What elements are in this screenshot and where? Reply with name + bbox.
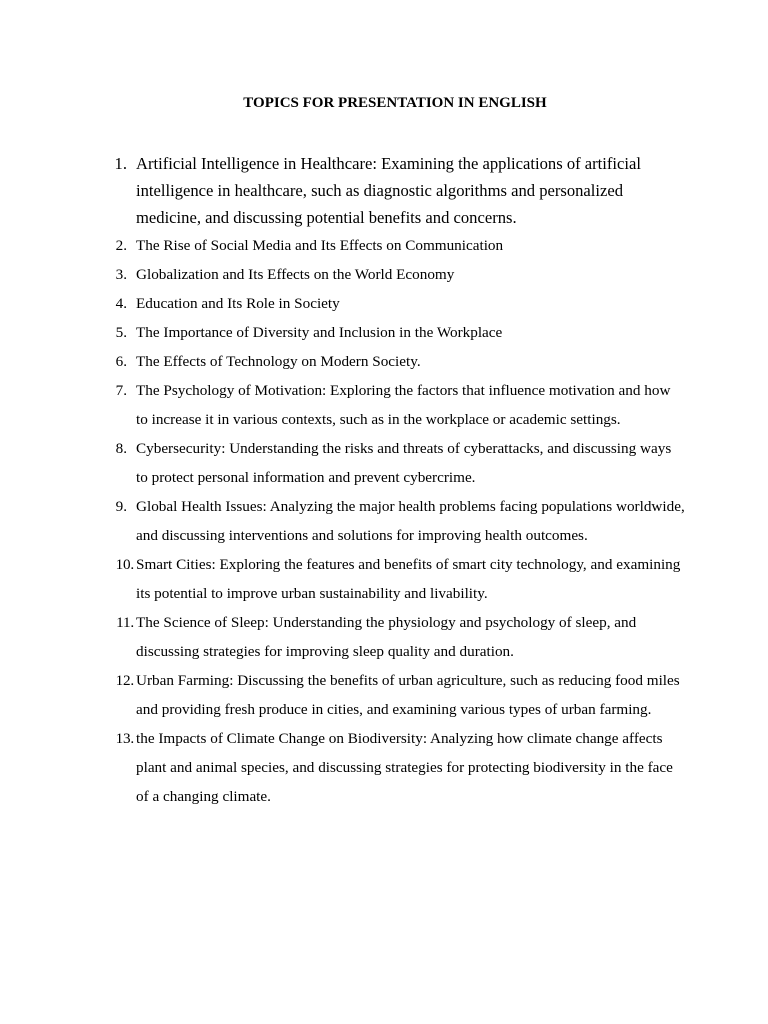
topic-list bbox=[0, 150, 768, 811]
topic-item bbox=[0, 289, 768, 318]
topic-text: Globalization and Its Effects on the World Economy bbox=[136, 266, 455, 283]
topic-number: 12. bbox=[115, 672, 134, 689]
topic-item bbox=[0, 550, 768, 608]
topic-number: 4. bbox=[115, 295, 127, 312]
topic-number: 11. bbox=[116, 614, 134, 631]
topic-item bbox=[0, 347, 768, 376]
topic-text: The Importance of Diversity and Inclusion in the Workplace bbox=[136, 324, 503, 341]
topic-text: The Effects of Technology on Modern Society. bbox=[136, 353, 421, 370]
topic-item bbox=[0, 666, 768, 724]
topic-text: Cybersecurity: Understanding the risks and threats of cyberattacks, and discussing ways to protect personal information and prevent cybercrime. bbox=[136, 440, 672, 486]
topic-text: the Impacts of Climate Change on Biodiversity: Analyzing how climate change affects plant and animal species, and discussing strategies for protecting biodiversity in the face of a changing climate. bbox=[136, 730, 673, 805]
topic-text: Education and Its Role in Society bbox=[136, 295, 340, 312]
topic-text: The Psychology of Motivation: Exploring the factors that influence motivation and how to increase it in various contexts, such as in the workplace or academic settings. bbox=[136, 382, 671, 428]
topic-text: The Science of Sleep: Understanding the physiology and psychology of sleep, and discussing strategies for improving sleep quality and duration. bbox=[136, 614, 637, 660]
topic-text: Smart Cities: Exploring the features and benefits of smart city technology, and examining its potential to improve urban sustainability and livability. bbox=[136, 556, 681, 602]
topic-text: Artificial Intelligence in Healthcare: Examining the applications of artificial intelligence in healthcare, such as diagnostic algorithms and personalized medicine, and discussing potential benefits and concerns. bbox=[136, 154, 641, 227]
topic-text: Urban Farming: Discussing the benefits of urban agriculture, such as reducing food miles and providing fresh produce in cities, and examining various types of urban farming. bbox=[136, 672, 680, 718]
topic-item bbox=[0, 318, 768, 347]
topic-item bbox=[0, 492, 768, 550]
topic-number: 10. bbox=[115, 556, 134, 573]
topic-number: 3. bbox=[115, 266, 127, 283]
topic-number: 8. bbox=[115, 440, 127, 457]
topic-item bbox=[0, 608, 768, 666]
topic-item bbox=[0, 260, 768, 289]
topic-number: 7. bbox=[115, 382, 127, 399]
topic-number: 2. bbox=[115, 237, 127, 254]
topic-text: Global Health Issues: Analyzing the major health problems facing populations worldwide, and discussing interventions and solutions for improving health outcomes. bbox=[136, 498, 685, 544]
topic-item bbox=[0, 231, 768, 260]
topic-number: 5. bbox=[115, 324, 127, 341]
topic-item bbox=[0, 434, 768, 492]
topic-number: 13. bbox=[115, 730, 134, 747]
topic-text: The Rise of Social Media and Its Effects on Communication bbox=[136, 237, 504, 254]
topic-item bbox=[0, 376, 768, 434]
document-title: TOPICS FOR PRESENTATION IN ENGLISH bbox=[243, 95, 547, 111]
topic-number: 1. bbox=[114, 154, 127, 173]
topic-item bbox=[0, 724, 768, 811]
topic-item bbox=[0, 150, 768, 231]
topic-number: 9. bbox=[115, 498, 127, 515]
topic-number: 6. bbox=[115, 353, 127, 370]
